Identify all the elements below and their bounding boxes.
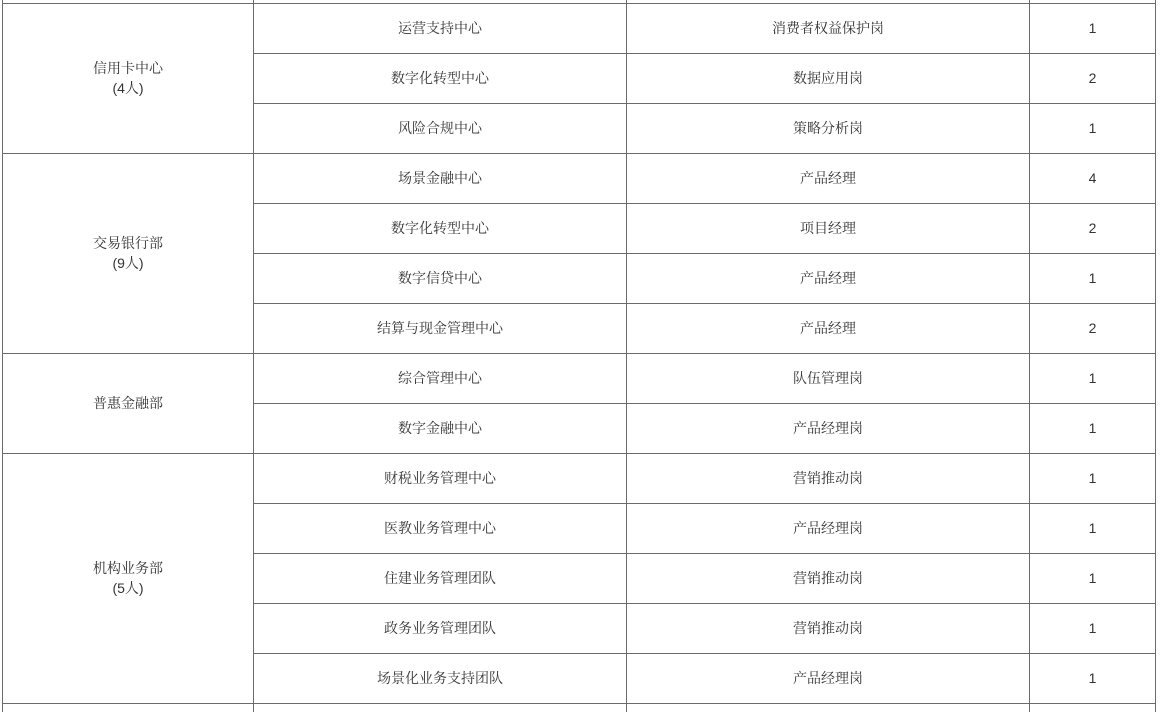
center-cell: 数字信贷中心 <box>254 253 627 303</box>
count-cell: 1 <box>1030 603 1156 653</box>
count-cell: 2 <box>1030 303 1156 353</box>
center-cell: 风险合规中心 <box>254 103 627 153</box>
department-headcount: (5人) <box>112 580 144 596</box>
position-cell: 策略分析岗 <box>627 103 1030 153</box>
table-row <box>3 353 1156 403</box>
count-cell: 1 <box>1030 353 1156 403</box>
position-cell: 消费者权益保护岗 <box>627 3 1030 53</box>
partial-cell <box>627 703 1030 712</box>
position-cell: 营销推动岗 <box>627 453 1030 503</box>
partial-cell <box>1030 703 1156 712</box>
position-cell: 营销推动岗 <box>627 603 1030 653</box>
department-name: 普惠金融部 <box>93 395 163 411</box>
position-cell: 产品经理 <box>627 303 1030 353</box>
department-cell <box>3 453 254 703</box>
center-cell: 综合管理中心 <box>254 353 627 403</box>
position-cell: 产品经理岗 <box>627 503 1030 553</box>
position-cell: 产品经理岗 <box>627 403 1030 453</box>
department-name: 信用卡中心 <box>93 60 163 76</box>
center-cell: 结算与现金管理中心 <box>254 303 627 353</box>
position-cell: 产品经理 <box>627 153 1030 203</box>
center-cell: 住建业务管理团队 <box>254 553 627 603</box>
center-cell: 数字化转型中心 <box>254 53 627 103</box>
position-cell: 队伍管理岗 <box>627 353 1030 403</box>
center-cell: 运营支持中心 <box>254 3 627 53</box>
department-cell <box>3 153 254 353</box>
center-cell: 场景化业务支持团队 <box>254 653 627 703</box>
department-headcount: (4人) <box>112 80 144 96</box>
partial-row-bottom <box>3 703 1156 712</box>
table-row <box>3 453 1156 503</box>
center-cell: 医教业务管理中心 <box>254 503 627 553</box>
center-cell: 政务业务管理团队 <box>254 603 627 653</box>
position-cell: 数据应用岗 <box>627 53 1030 103</box>
center-cell: 数字金融中心 <box>254 403 627 453</box>
count-cell: 1 <box>1030 453 1156 503</box>
recruitment-table <box>2 0 1156 712</box>
center-cell: 场景金融中心 <box>254 153 627 203</box>
position-cell: 营销推动岗 <box>627 553 1030 603</box>
table-row <box>3 153 1156 203</box>
count-cell: 1 <box>1030 253 1156 303</box>
position-cell: 项目经理 <box>627 203 1030 253</box>
count-cell: 2 <box>1030 53 1156 103</box>
position-cell: 产品经理岗 <box>627 653 1030 703</box>
center-cell: 财税业务管理中心 <box>254 453 627 503</box>
center-cell: 数字化转型中心 <box>254 203 627 253</box>
partial-cell <box>3 703 254 712</box>
department-name: 机构业务部 <box>93 560 163 576</box>
department-headcount: (9人) <box>112 255 144 271</box>
table-row <box>3 3 1156 53</box>
count-cell: 1 <box>1030 103 1156 153</box>
department-name: 交易银行部 <box>93 235 163 251</box>
count-cell: 1 <box>1030 403 1156 453</box>
count-cell: 4 <box>1030 153 1156 203</box>
count-cell: 1 <box>1030 3 1156 53</box>
count-cell: 1 <box>1030 653 1156 703</box>
department-cell <box>3 3 254 153</box>
position-cell: 产品经理 <box>627 253 1030 303</box>
count-cell: 1 <box>1030 503 1156 553</box>
partial-cell <box>254 703 627 712</box>
department-cell <box>3 353 254 453</box>
count-cell: 1 <box>1030 553 1156 603</box>
count-cell: 2 <box>1030 203 1156 253</box>
